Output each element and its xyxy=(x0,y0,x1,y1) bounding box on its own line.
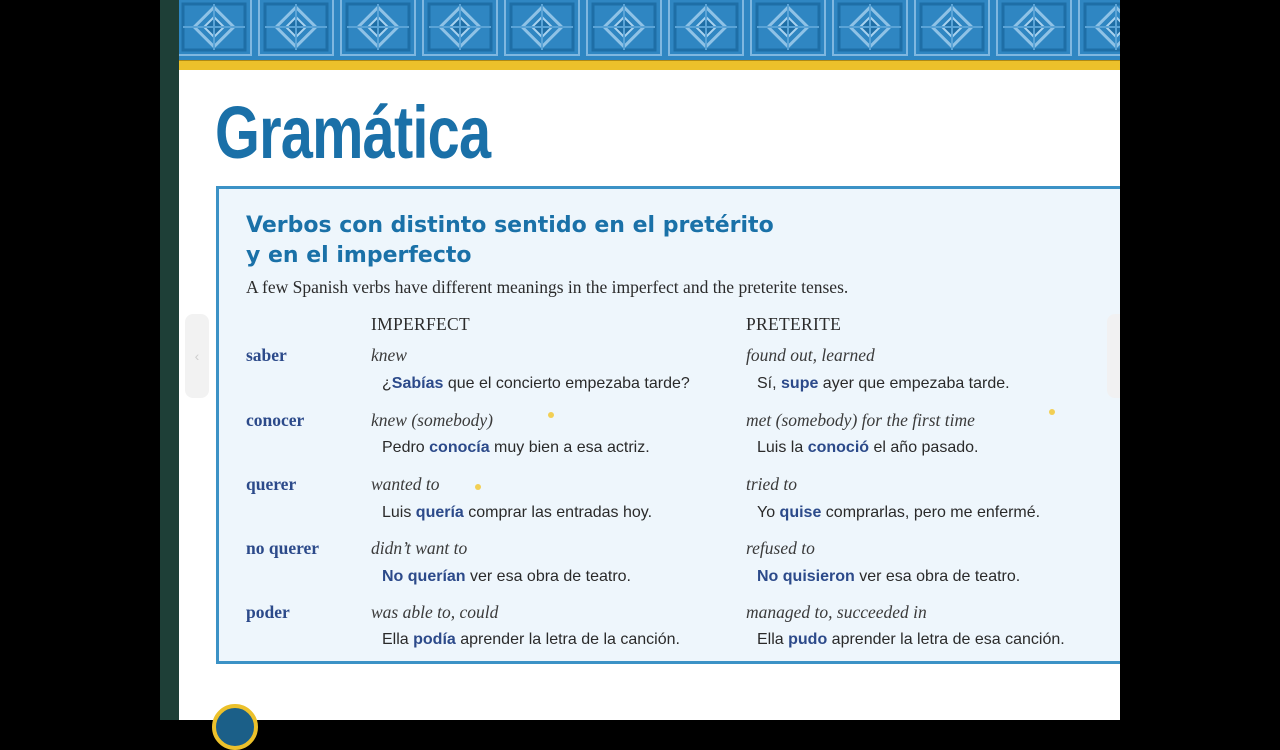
verb-no-querer: no querer xyxy=(246,538,320,558)
textbook-page xyxy=(179,0,1120,720)
prev-page-button[interactable] xyxy=(185,314,209,398)
imperfect-meaning-querer: wanted to xyxy=(371,474,440,494)
highlight-dot xyxy=(475,484,481,490)
preterite-meaning-conocer: met (somebody) for the first time xyxy=(746,410,975,430)
imperfect-example-querer: Luis quería comprar las entradas hoy. xyxy=(382,504,653,521)
imperfect-example-saber: ¿Sabías que el concierto empezaba tarde? xyxy=(382,375,690,392)
preterite-meaning-querer: tried to xyxy=(746,474,798,494)
verb-querer: querer xyxy=(246,474,297,494)
next-page-button[interactable] xyxy=(1107,314,1120,398)
grammar-box-title-line-2: y en el imperfecto xyxy=(246,243,472,268)
gold-divider xyxy=(179,60,1120,70)
preterite-column-header: PRETERITE xyxy=(746,314,842,334)
preterite-example-querer: Yo quise comprarlas, pero me enfermé. xyxy=(757,504,1041,521)
verb-conocer: conocer xyxy=(246,410,305,430)
preterite-example-conocer: Luis la conoció el año pasado. xyxy=(757,439,979,456)
imperfect-meaning-conocer: knew (somebody) xyxy=(371,410,493,430)
grammar-box-title xyxy=(246,211,774,271)
verb-poder: poder xyxy=(246,602,290,622)
chevron-left-icon: ‹ xyxy=(194,348,200,364)
grammar-box-title-line-1: Verbos con distinto sentido en el pretérito xyxy=(246,213,774,238)
imperfect-column-header: IMPERFECT xyxy=(371,314,470,334)
imperfect-example-poder: Ella podía aprender la letra de la canción. xyxy=(382,631,680,648)
highlight-dot xyxy=(1049,409,1055,415)
preterite-meaning-no-querer: refused to xyxy=(746,538,815,558)
imperfect-meaning-poder: was able to, could xyxy=(371,602,499,622)
preterite-example-poder: Ella pudo aprender la letra de esa canción. xyxy=(757,631,1065,648)
banner-pattern xyxy=(179,0,1120,60)
grammar-box xyxy=(216,186,1120,664)
imperfect-meaning-saber: knew xyxy=(371,345,407,365)
preterite-meaning-poder: managed to, succeeded in xyxy=(746,602,927,622)
highlight-dot xyxy=(548,412,554,418)
imperfect-example-conocer: Pedro conocía muy bien a esa actriz. xyxy=(382,439,650,456)
page-title: Gramática xyxy=(215,91,491,174)
imperfect-meaning-no-querer: didn’t want to xyxy=(371,538,468,558)
preterite-example-no-querer: No quisieron ver esa obra de teatro. xyxy=(757,568,1021,585)
preterite-example-saber: Sí, supe ayer que empezaba tarde. xyxy=(757,375,1010,392)
left-page-edge xyxy=(160,0,179,720)
intro-text: A few Spanish verbs have different meanings in the imperfect and the preterite tenses. xyxy=(246,277,849,297)
decorative-banner xyxy=(179,0,1120,60)
preterite-meaning-saber: found out, learned xyxy=(746,345,875,365)
page-badge-icon xyxy=(212,704,258,750)
verb-saber: saber xyxy=(246,345,287,365)
imperfect-example-no-querer: No querían ver esa obra de teatro. xyxy=(382,568,631,585)
